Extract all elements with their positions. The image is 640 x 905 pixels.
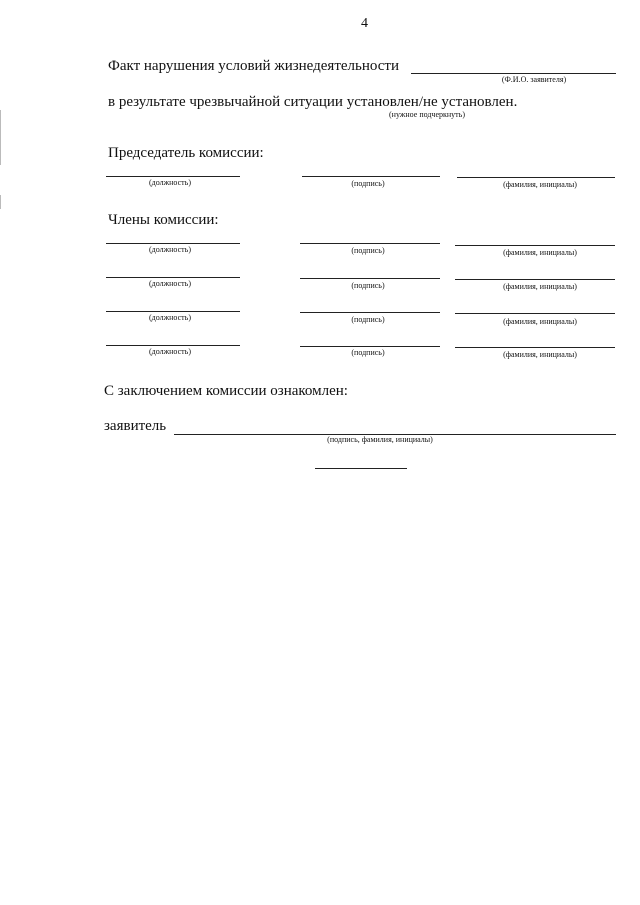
member-signature-line xyxy=(300,243,440,244)
member-position-line xyxy=(106,243,240,244)
members-heading: Члены комиссии: xyxy=(108,212,219,228)
page-number: 4 xyxy=(361,16,368,31)
member-name-line xyxy=(455,245,615,246)
member-name-caption: (фамилия, инициалы) xyxy=(503,317,577,326)
member-name-line xyxy=(455,279,615,280)
member-signature-caption: (подпись) xyxy=(351,246,385,255)
member-position-caption: (должность) xyxy=(149,245,191,254)
member-signature-line xyxy=(300,312,440,313)
member-position-line xyxy=(106,345,240,346)
chairman-name-line xyxy=(457,177,615,178)
member-position-caption: (должность) xyxy=(149,313,191,322)
result-text: в результате чрезвычайной ситуации установлен/не установлен. xyxy=(108,94,518,110)
fact-text: Факт нарушения условий жизнедеятельности xyxy=(108,58,400,74)
applicant-name-line xyxy=(411,73,616,74)
member-signature-line xyxy=(300,278,440,279)
chairman-position-caption: (должность) xyxy=(149,178,191,187)
chairman-position-line xyxy=(106,176,240,177)
member-name-line xyxy=(455,313,615,314)
applicant-name-caption: (Ф.И.О. заявителя) xyxy=(501,75,567,84)
member-position-caption: (должность) xyxy=(149,347,191,356)
applicant-signature-caption: (подпись, фамилия, инициалы) xyxy=(327,435,433,444)
member-name-caption: (фамилия, инициалы) xyxy=(503,350,577,359)
acknowledgement-heading: С заключением комиссии ознакомлен: xyxy=(104,383,348,399)
chairman-signature-caption: (подпись) xyxy=(351,179,385,188)
member-signature-caption: (подпись) xyxy=(351,315,385,324)
member-position-caption: (должность) xyxy=(149,279,191,288)
member-signature-caption: (подпись) xyxy=(351,348,385,357)
member-name-caption: (фамилия, инициалы) xyxy=(503,282,577,291)
result-caption: (нужное подчеркнуть) xyxy=(389,110,465,119)
scan-edge-mark xyxy=(0,110,1,165)
closing-separator xyxy=(315,468,407,469)
chairman-name-caption: (фамилия, инициалы) xyxy=(503,180,577,189)
member-position-line xyxy=(106,277,240,278)
member-signature-caption: (подпись) xyxy=(351,281,385,290)
member-signature-line xyxy=(300,346,440,347)
applicant-label: заявитель xyxy=(104,418,167,434)
chairman-heading: Председатель комиссии: xyxy=(108,145,264,161)
member-name-caption: (фамилия, инициалы) xyxy=(503,248,577,257)
member-position-line xyxy=(106,311,240,312)
member-name-line xyxy=(455,347,615,348)
chairman-signature-line xyxy=(302,176,440,177)
scan-edge-mark xyxy=(0,195,1,209)
